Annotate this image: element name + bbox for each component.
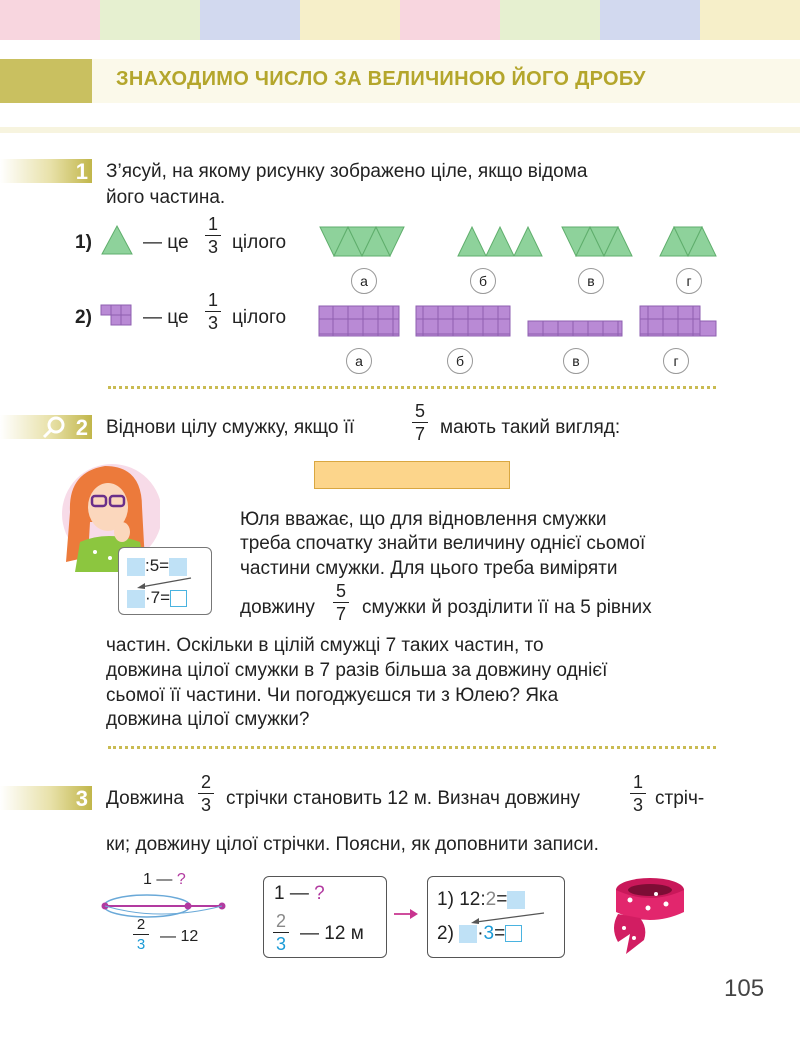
task-1-row-1-label: 1) [75,232,92,253]
task-1-row-2-dash: — це [143,307,189,328]
box2-line-2: 2) ·3= [437,923,522,945]
hint-box [118,547,212,615]
divider-1 [108,386,716,389]
option-v-2[interactable]: в [563,348,589,374]
arrow-right-icon [393,908,419,920]
task-2-line-1-b: мають такий вигляд: [440,417,621,438]
option-g[interactable]: г [676,268,702,294]
square-options [318,304,730,340]
task-3-l1-b: стрічки становить 12 м. Визнач довжину [226,788,580,809]
task-2-number: 2 [75,415,88,440]
task-1-line-1: З’ясуй, на якому рисунку зображено ціле, якщо відома [106,161,588,182]
task-1-row-2-label: 2) [75,307,92,328]
task-1-line-2: його частина. [106,187,226,208]
magnifier-icon [40,415,70,439]
task-1-number: 1 [75,159,88,184]
segment-diagram [100,888,230,926]
strip [314,461,510,489]
box1-fraction: 2 3 [273,911,289,954]
page-title: ЗНАХОДИМО ЧИСЛО ЗА ВЕЛИЧИНОЮ ЙОГО ДРОБУ [116,68,646,90]
record-box-2 [427,876,565,958]
task-2-p4-fraction: 5 7 [333,581,349,624]
task-2-fraction: 5 7 [412,401,428,444]
divider-2 [108,746,716,749]
task-2-p7: сьомої її частини. Чи погоджуєшся ти з Юлею? Яка [106,685,559,706]
ribbon-illustration [600,868,696,964]
diagram-fraction: 2 3 [133,916,149,953]
task-3-l1-c: стріч- [655,788,705,809]
task-1-row-1-fraction: 1 3 [205,214,221,257]
task-3-fraction-2: 1 3 [630,772,646,815]
task-3-l1-a: Довжина [106,788,184,809]
task-2-p2: треба спочатку знайти величину однієї сьомої [240,533,646,554]
task-1-row-2-word: цілого [232,307,287,328]
task-2-p4-a: довжину [240,597,315,618]
page-number: 105 [724,975,765,1002]
hint-cell-2 [169,558,187,576]
task-2-line-1-a: Віднови цілу смужку, якщо її [106,417,355,438]
box1-line-2: — 12 м [300,923,364,944]
task-3-number: 3 [75,786,88,811]
hint-cell-4 [170,590,187,607]
option-b-2[interactable]: б [447,348,473,374]
box2-cell-3 [505,925,522,942]
task-3-marker [0,786,92,810]
record-box-1 [263,876,387,958]
box2-line-1: 1) 12:2= [437,889,525,911]
triangle-part-icon [100,224,134,256]
task-2-p3: частини смужки. Для цього треба виміряти [240,558,618,579]
header-block [0,59,92,103]
box2-cell-1 [507,891,525,909]
option-v[interactable]: в [578,268,604,294]
task-2-p4-b: смужки й розділити її на 5 рівних [362,597,652,618]
task-2-p6: довжина цілої смужки в 7 разів більша за довжину однієї [106,660,608,681]
triangle-options [318,224,738,260]
task-1-row-1-word: цілого [232,232,287,253]
square-part-icon [100,304,134,334]
task-1-row-1-dash: — це [143,232,189,253]
option-a-2[interactable]: а [346,348,372,374]
task-1-marker [0,159,92,183]
header-divider [0,127,800,133]
task-2-p1: Юля вважає, що для відновлення смужки [240,509,607,530]
task-3-fraction-1: 2 3 [198,772,214,815]
diagram-top-label: 1 — ? [143,871,186,888]
option-a[interactable]: а [351,268,377,294]
hint-line-2: ·7= [127,588,187,608]
diagram-bottom-label: — 12 [160,928,199,945]
task-2-p8: довжина цілої смужки? [106,709,310,730]
option-b[interactable]: б [470,268,496,294]
top-color-bar [0,0,800,40]
option-g-2[interactable]: г [663,348,689,374]
hint-line-1: :5= [127,556,187,576]
box2-cell-2 [459,925,477,943]
hint-cell-1 [127,558,145,576]
box1-line-1: 1 — ? [274,883,325,904]
task-1-row-2-fraction: 1 3 [205,290,221,333]
task-2-p5: частин. Оскільки в цілій смужці 7 таких частин, то [106,635,544,656]
task-3-line-2: ки; довжину цілої стрічки. Поясни, як доповнити записи. [106,834,599,855]
hint-cell-3 [127,590,145,608]
